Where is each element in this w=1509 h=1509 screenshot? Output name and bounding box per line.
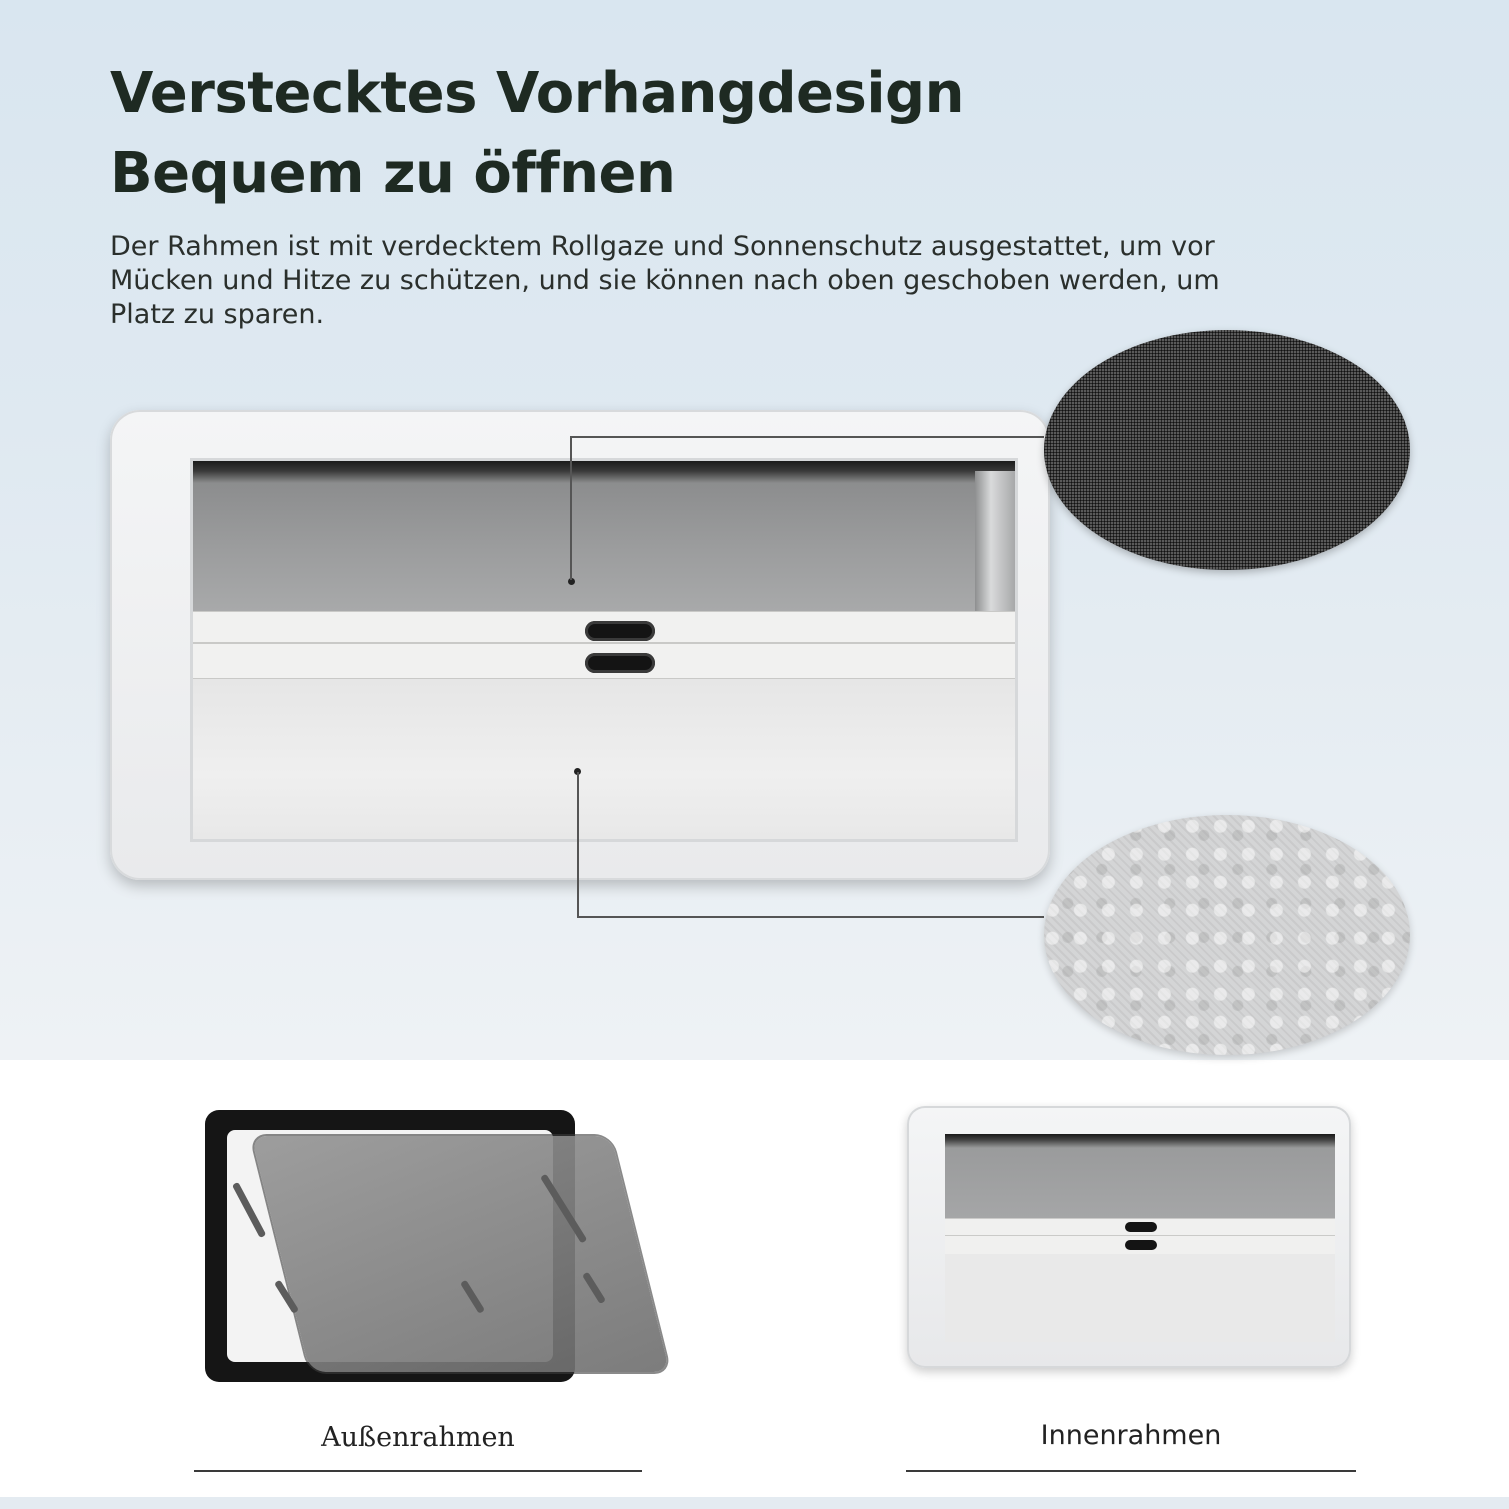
inner-frame-image xyxy=(907,1106,1351,1368)
fly-screen-gauze xyxy=(193,461,1015,611)
gauze-handle xyxy=(585,621,655,641)
window-illustration xyxy=(110,410,1050,880)
mesh-zoom-circle xyxy=(1044,330,1410,570)
sun-blind xyxy=(193,679,1015,839)
outer-frame-glass-pane xyxy=(251,1136,670,1372)
inner-frame-handle-1 xyxy=(1125,1222,1157,1232)
mesh-leader-vertical xyxy=(570,436,572,580)
outer-caption-rule xyxy=(194,1470,642,1472)
bottom-strip xyxy=(0,1497,1509,1509)
outer-frame-image xyxy=(205,1110,575,1382)
description-text: Der Rahmen ist mit verdecktem Rollgaze und Sonnenschutz ausgestattet, um vor Mücken und Hitze zu schützen, und sie können nach oben geschoben werden, um Platz zu sparen. xyxy=(110,231,1220,330)
outer-frame-caption: Außenrahmen xyxy=(321,1422,515,1453)
inner-caption-rule xyxy=(906,1470,1356,1472)
mesh-leader-horizontal xyxy=(570,436,1044,438)
inner-frame-opening xyxy=(945,1134,1335,1342)
fabric-zoom-circle xyxy=(1044,815,1410,1055)
inner-frame-handle-2 xyxy=(1125,1240,1157,1250)
window-opening xyxy=(190,458,1018,842)
blind-handle xyxy=(585,653,655,673)
blind-leader-horizontal xyxy=(577,916,1044,918)
gauze-side-edge xyxy=(975,471,1015,611)
headline-line-2: Bequem zu öffnen xyxy=(110,141,676,206)
inner-frame-gauze xyxy=(945,1134,1335,1218)
headline-line-1: Verstecktes Vorhangdesign xyxy=(110,61,964,126)
inner-frame-blind xyxy=(945,1254,1335,1342)
blind-leader-vertical xyxy=(577,772,579,918)
inner-frame-caption: Innenrahmen xyxy=(1040,1420,1222,1451)
